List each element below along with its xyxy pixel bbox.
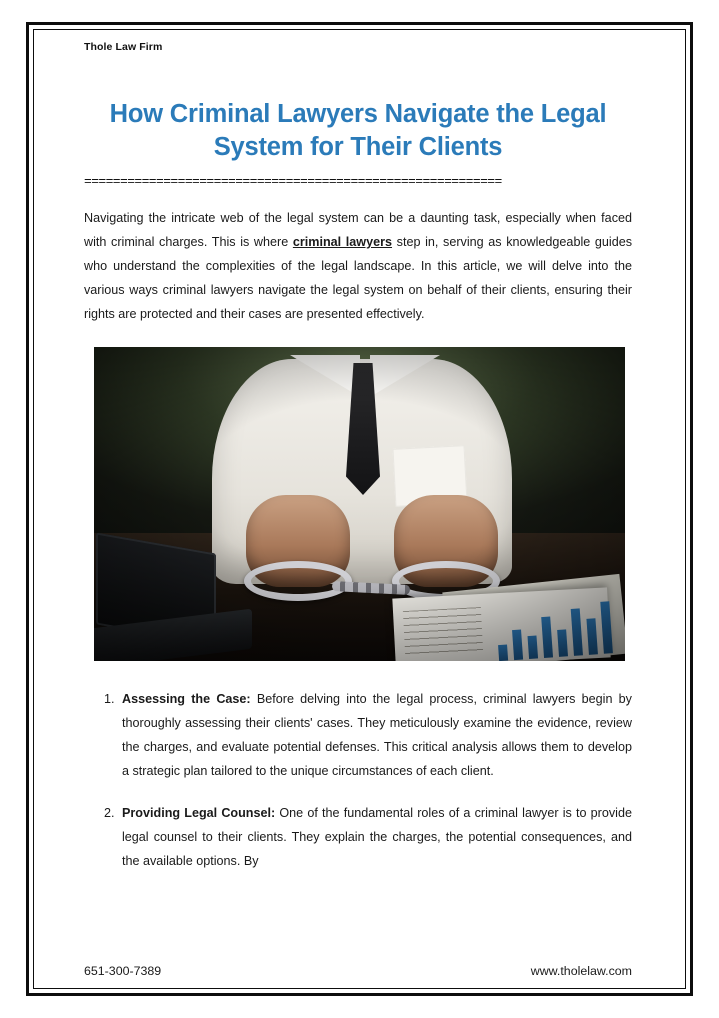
point-lead: Assessing the Case: [122, 692, 251, 706]
article-points-list [84, 687, 632, 873]
page-content [84, 40, 632, 980]
image-vignette [94, 347, 625, 661]
intro-text-part1: Navigating the intricate web of the legal system can be a daunting task, especially when faced with criminal charges. This is where [84, 211, 632, 249]
list-item [118, 687, 632, 783]
intro-text-part2: step in, serving as knowledgeable guides who understand the complexities of the legal landscape. In this article, we will delve into the various ways criminal lawyers navigate the legal system on behalf of their clients, ensuring their rights are protected and their cases are presented effectively. [84, 235, 632, 321]
point-lead: Providing Legal Counsel: [122, 806, 276, 820]
footer-website: www.tholelaw.com [530, 964, 632, 978]
point-text: One of the fundamental roles of a criminal lawyer is to provide legal counsel to their clients. They explain the charges, the potential consequences, and the available options. By [122, 806, 632, 868]
article-image [94, 347, 625, 661]
intro-paragraph [84, 206, 632, 326]
list-item [118, 801, 632, 873]
brand-name: Thole Law Firm [84, 41, 163, 53]
criminal-lawyers-link[interactable]: criminal lawyers [292, 235, 393, 249]
point-text: Before delving into the legal process, criminal lawyers begin by thoroughly assessing their clients' cases. They meticulously examine the evidence, review the charges, and evaluate potential defenses. This critical analysis allows them to develop a strategic plan tailored to the unique circumstances of each client. [122, 692, 632, 778]
divider-rule: ========================================================== [84, 175, 502, 189]
page-footer [84, 964, 632, 978]
footer-phone: 651-300-7389 [84, 964, 162, 978]
page-title: How Criminal Lawyers Navigate the Legal System for Their Clients [109, 100, 607, 161]
